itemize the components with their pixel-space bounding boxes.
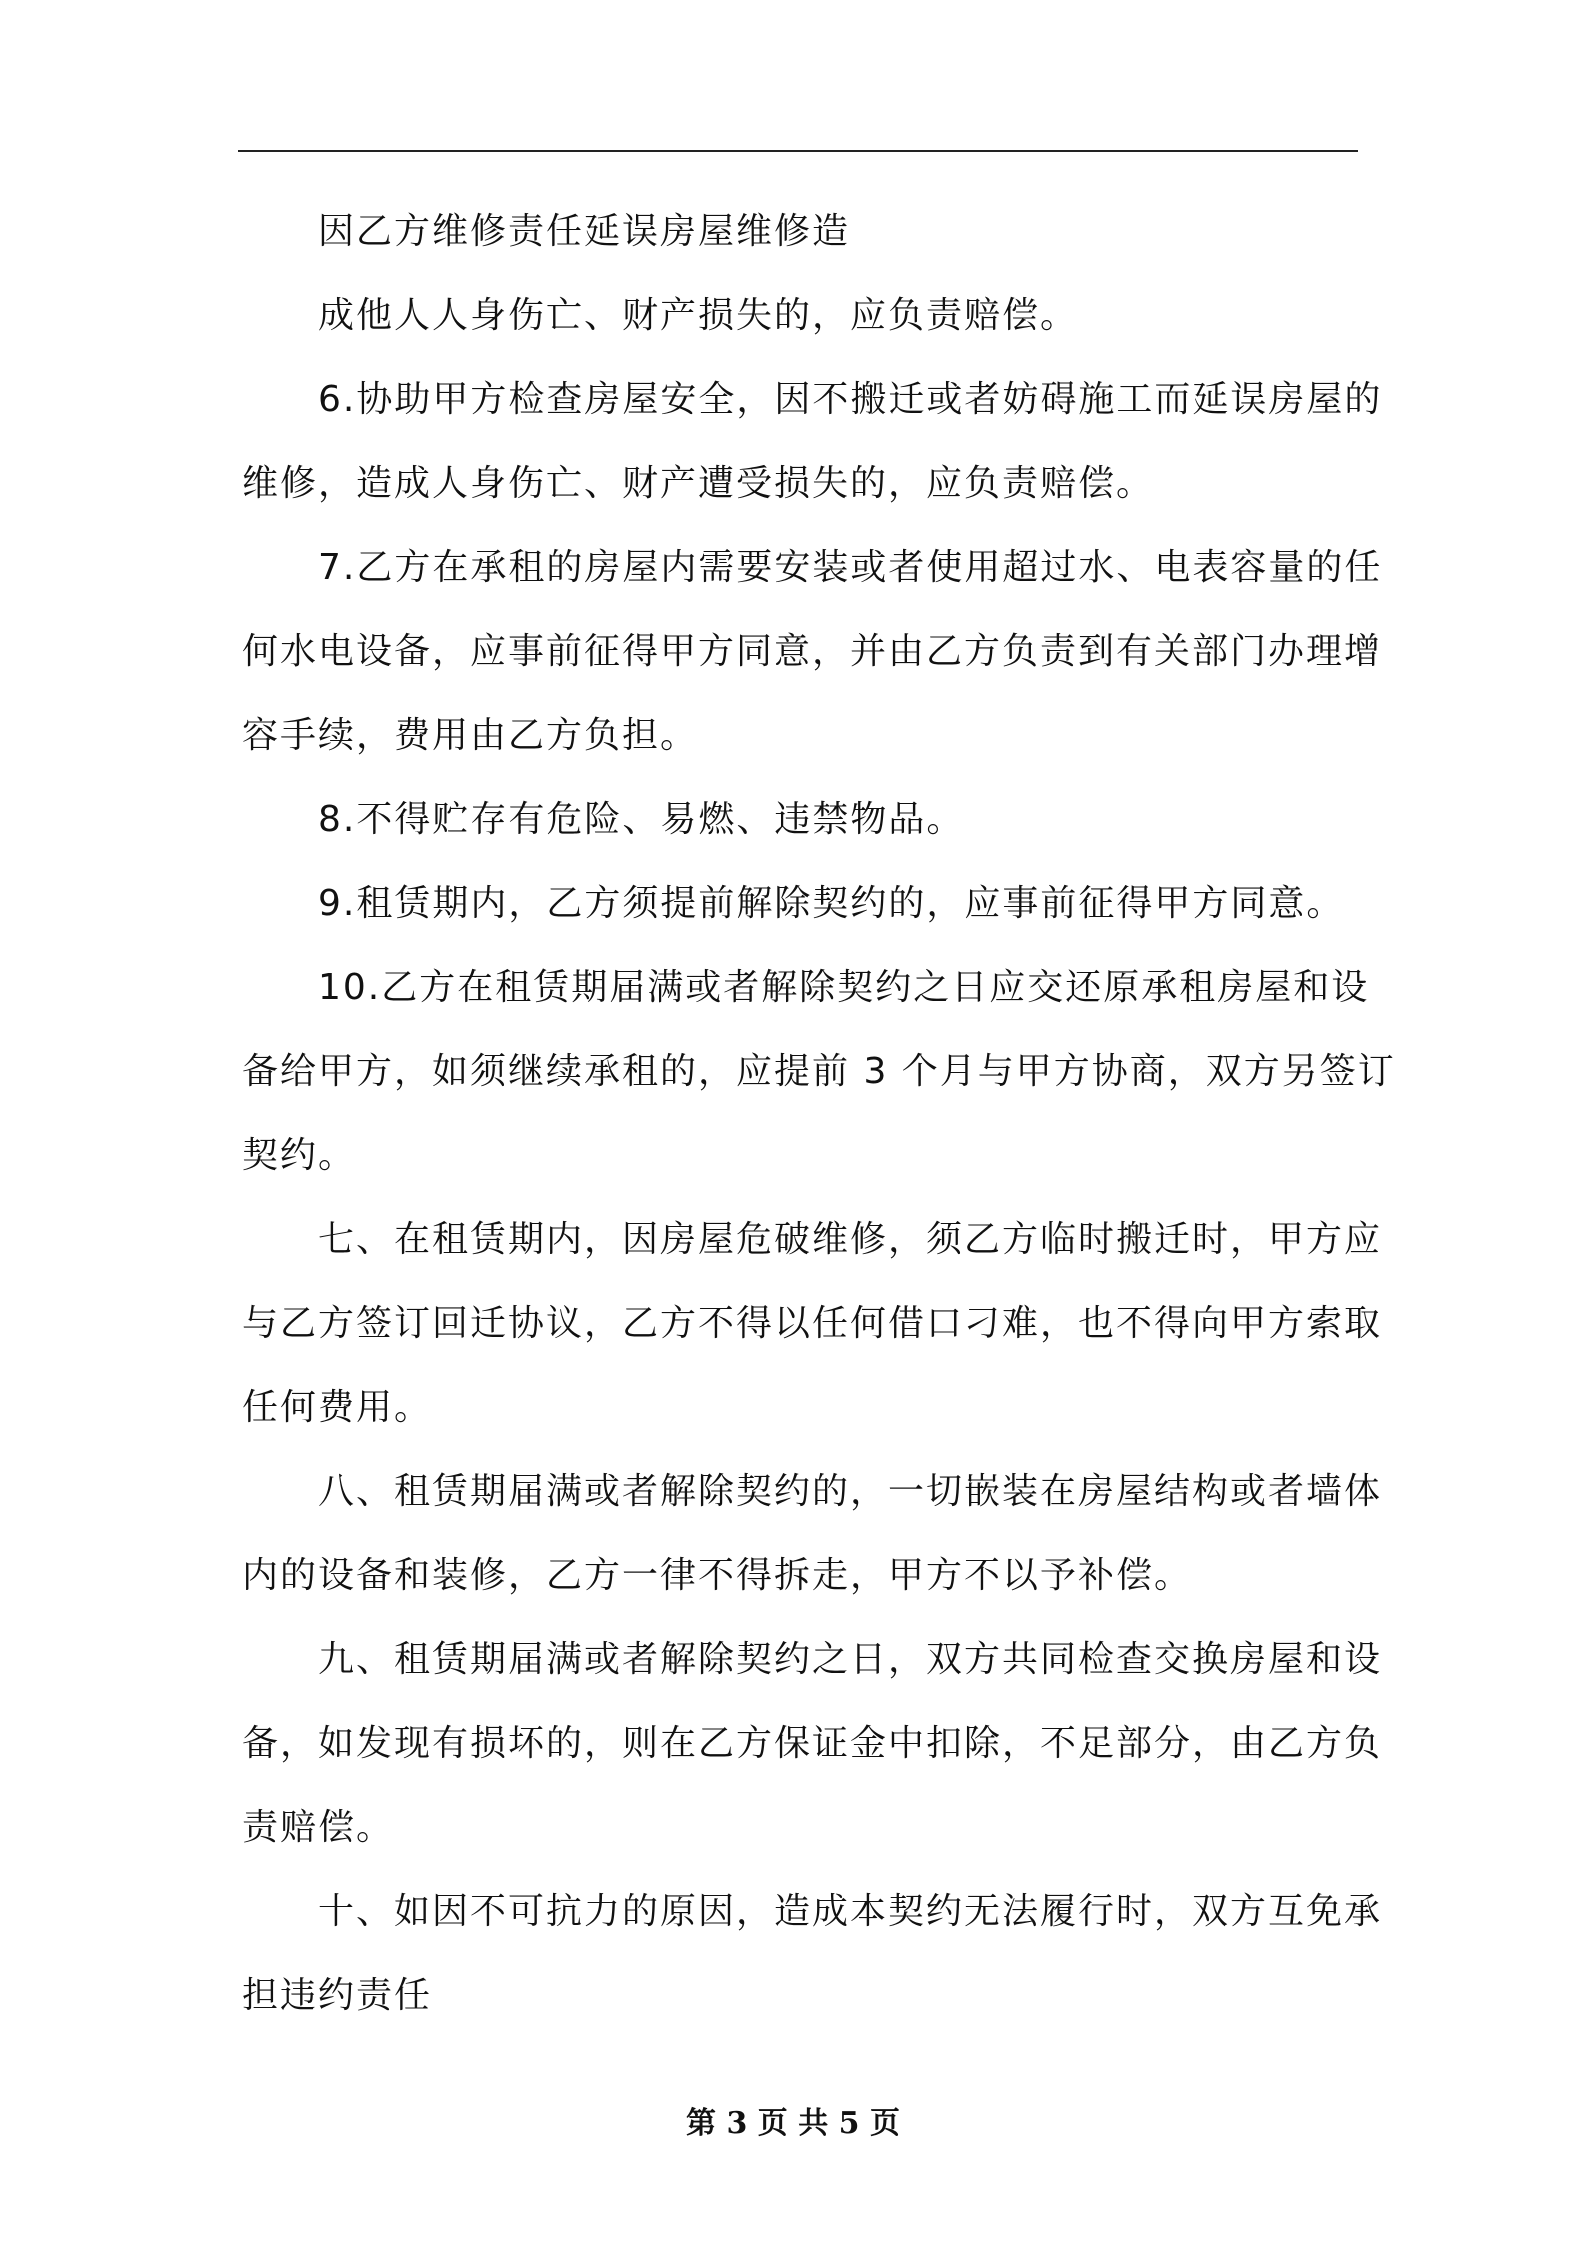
paragraph-line: 与乙方签订回迁协议，乙方不得以任何借口刁难，也不得向甲方索取 (242, 1303, 1383, 1344)
header-rule (238, 150, 1358, 152)
paragraph-line: 7.乙方在承租的房屋内需要安装或者使用超过水、电表容量的任 (318, 547, 1383, 588)
paragraph-0 (242, 190, 1358, 274)
paragraph-line: 内的设备和装修，乙方一律不得拆走，甲方不以予补偿。 (242, 1555, 1193, 1596)
paragraph-line: 因乙方维修责任延误房屋维修造 (318, 211, 851, 252)
paragraph-line: 八、租赁期届满或者解除契约的，一切嵌装在房屋结构或者墙体 (318, 1471, 1383, 1512)
clause-10 (242, 946, 1396, 1198)
article-7 (242, 1198, 1383, 1450)
paragraph-line: 维修，造成人身伤亡、财产遭受损失的，应负责赔偿。 (242, 463, 1155, 504)
paragraph-line: 10.乙方在租赁期届满或者解除契约之日应交还原承租房屋和设 (318, 967, 1370, 1008)
paragraph-line: 备，如发现有损坏的，则在乙方保证金中扣除，不足部分，由乙方负 (242, 1723, 1383, 1764)
page-number-footer: 第 3 页 共 5 页 (686, 2106, 900, 2141)
paragraph-line: 何水电设备，应事前征得甲方同意，并由乙方负责到有关部门办理增 (242, 631, 1383, 672)
paragraph-line: 十、如因不可抗力的原因，造成本契约无法履行时，双方互免承 (318, 1891, 1383, 1932)
clause-8 (242, 778, 1358, 862)
paragraph-line: 九、租赁期届满或者解除契约之日，双方共同检查交换房屋和设 (318, 1639, 1383, 1680)
paragraph-line: 备给甲方，如须继续承租的，应提前 3 个月与甲方协商，双方另签订 (242, 1051, 1396, 1092)
paragraph-line: 9.租赁期内，乙方须提前解除契约的，应事前征得甲方同意。 (318, 883, 1345, 924)
paragraph-line: 容手续，费用由乙方负担。 (242, 715, 699, 756)
paragraph-line: 成他人人身伤亡、财产损失的，应负责赔偿。 (318, 295, 1079, 336)
clause-7 (242, 526, 1383, 778)
paragraph-line: 6.协助甲方检查房屋安全，因不搬迁或者妨碍施工而延误房屋的 (318, 379, 1383, 420)
article-8 (242, 1450, 1383, 1618)
article-10 (242, 1870, 1383, 2038)
paragraph-line: 七、在租赁期内，因房屋危破维修，须乙方临时搬迁时，甲方应 (318, 1219, 1383, 1260)
paragraph-1 (242, 274, 1358, 358)
document-body (242, 190, 1396, 2038)
paragraph-line: 担违约责任 (242, 1975, 433, 2016)
paragraph-line: 任何费用。 (242, 1387, 433, 1428)
clause-9 (242, 862, 1358, 946)
article-9 (242, 1618, 1383, 1870)
paragraph-line: 责赔偿。 (242, 1807, 395, 1848)
paragraph-line: 契约。 (242, 1135, 357, 1176)
clause-6 (242, 358, 1383, 526)
paragraph-line: 8.不得贮存有危险、易燃、违禁物品。 (318, 799, 965, 840)
